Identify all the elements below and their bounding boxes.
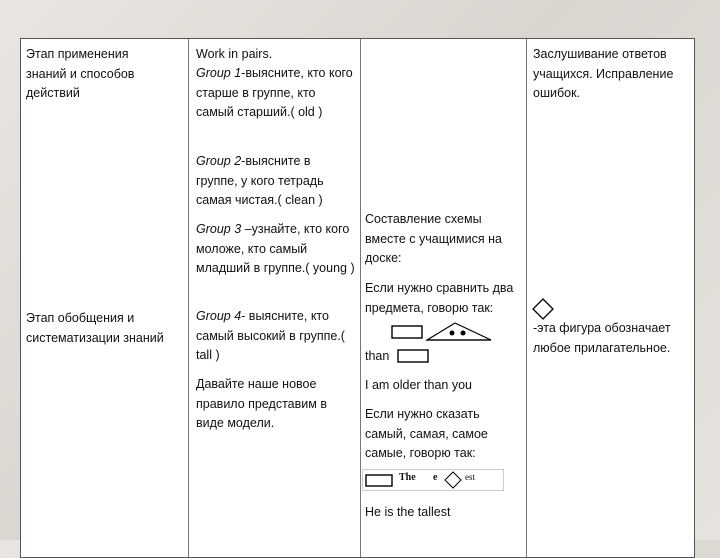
model-text: Давайте наше новое правило представим в виде модели.: [196, 377, 327, 430]
model-est-label: est: [465, 472, 475, 482]
compare-text: Если нужно сравнить два предмета, говорю так:: [365, 281, 514, 315]
figure-meaning: -эта фигура обозначает любое прилагательное.: [533, 321, 671, 355]
model-e-label: e: [433, 472, 438, 483]
listen-correct: Заслушивание ответов учащихся. Исправление ошибок.: [533, 47, 674, 100]
tallest-example: He is the tallest: [365, 505, 451, 519]
column-divider-1: [188, 39, 189, 557]
group-3-text: –узнайте, кто кого моложе, кто самый младший в группе.( young ): [196, 222, 355, 275]
older-example: I am older than you: [365, 378, 473, 392]
than-label: than: [365, 349, 390, 363]
stage-generalization: Этап обобщения и систематизации знаний: [26, 311, 164, 345]
work-in-pairs: Work in pairs.: [196, 47, 273, 61]
column-divider-2: [360, 39, 361, 557]
model-the-label: The: [399, 472, 416, 483]
than-rectangle: [397, 349, 429, 363]
comparative-model-diagram: [391, 320, 501, 344]
superlative-text: Если нужно сказать самый, самая, самое самые, говорю так:: [365, 407, 488, 460]
superlative-model-diagram: [362, 469, 504, 491]
lesson-table: [20, 38, 695, 558]
group-2-task: [196, 152, 354, 211]
group-1-label: Group 1: [196, 66, 242, 80]
diamond-icon: [531, 297, 555, 321]
group-3-label: Group 3: [196, 222, 242, 236]
group-1-task: [196, 64, 354, 123]
stage-application: Этап применения знаний и способов действий: [26, 47, 135, 100]
group-4-label: Group 4: [196, 309, 242, 323]
group-1-text: -выясните, кто кого старше в группе, кто самый старший.( old ): [196, 66, 353, 119]
column-divider-3: [526, 39, 527, 557]
group-3-task: [196, 220, 356, 279]
group-4-text: - выясните, кто самый высокий в группе.( tall ): [196, 309, 345, 362]
group-2-text: -выясните в группе, у кого тетрадь самая чистая.( clean ): [196, 154, 324, 207]
scheme-text: Составление схемы вместе с учащимися на доске:: [365, 212, 502, 265]
group-4-task: [196, 307, 354, 366]
group-2-label: Group 2: [196, 154, 242, 168]
